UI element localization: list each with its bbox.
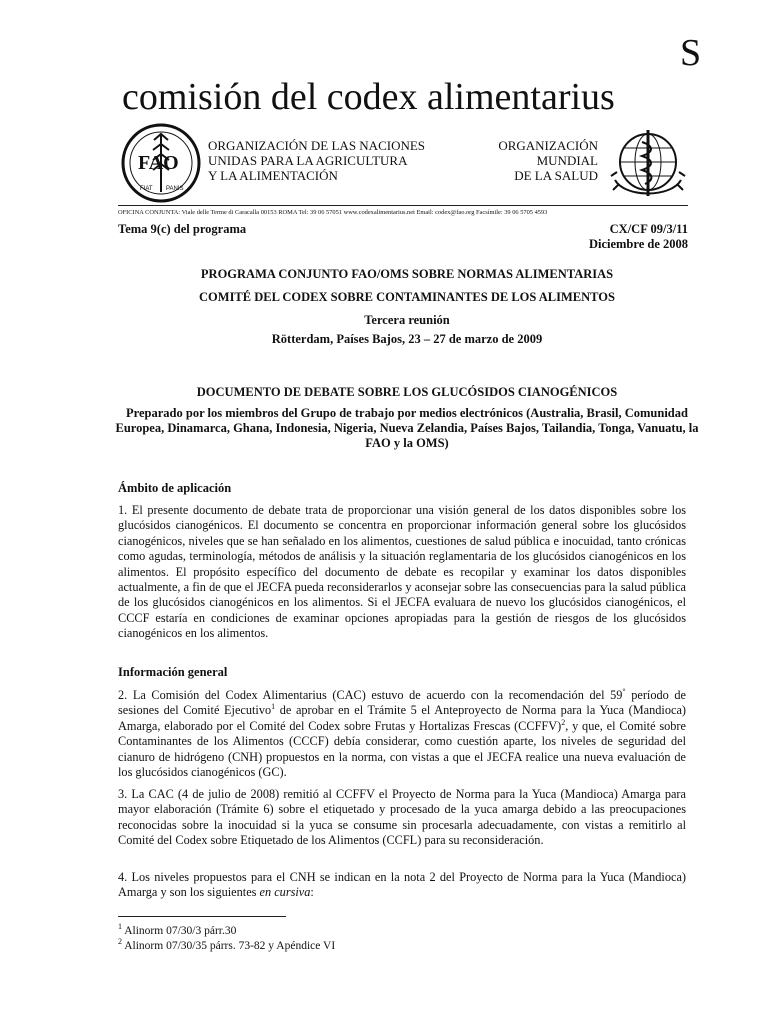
fao-motto-fiat: FIAT [140, 186, 153, 192]
header-divider [118, 205, 688, 206]
footnote-text: Alinorm 07/30/35 párrs. 73-82 y Apéndice VI [122, 940, 336, 952]
document-reference [589, 222, 688, 252]
footnote-ref-1[interactable]: 1 [271, 702, 276, 712]
footnote-1 [118, 922, 237, 938]
fao-name-line: Y LA ALIMENTACIÓN [208, 168, 338, 183]
p4-text: 4. Los niveles propuestos para el CNH se indican en la nota 2 del Proyecto de Norma para la Yuca (Mandioca) Amarga y son los siguientes [118, 870, 686, 900]
p2-text: período de sesiones del Comité Ejecutivo [118, 688, 687, 718]
paragraph-2 [118, 688, 686, 780]
background-heading: Información general [118, 665, 228, 679]
committee-title: COMITÉ DEL CODEX SOBRE CONTAMINANTES DE LOS ALIMENTOS [199, 290, 615, 304]
footnote-mark: 2 [118, 937, 122, 947]
office-address: OFICINA CONJUNTA: Viale delle Terme di Caracalla 00153 ROMA Tel: 39 06 57051 www.codexalimentarius.net Email: codex@fao.org Facsímile: 39 06 5705 4593 [118, 209, 548, 216]
fao-name-line: UNIDAS PARA LA AGRICULTURA [208, 153, 408, 168]
p4-text: : [310, 885, 314, 900]
who-name [498, 138, 598, 183]
paragraph-3: 3. La CAC (4 de julio de 2008) remitió al CCFFV el Proyecto de Norma para la Yuca (Mandioca) Amarga para mayor elaboración (Trámite 6) sobre el etiquetado y procesado de la yuca amarga debido a las preocupaciones reconocidas sobre la inocuidad si la yuca se consume sin procesarla adecuadamente, con vistas a remitirlo al Comité del Codex sobre Etiquetado de los Alimentos (CCFL) para su reconsideración. [118, 787, 686, 848]
venue-date: Rötterdam, Países Bajos, 23 – 27 de marzo de 2009 [271, 332, 543, 346]
paragraph-1: 1. El presente documento de debate trata de proporcionar una visión general de los datos disponibles sobre los glucósidos cianogénicos. El documento se concentra en proporcionar información general sobre los glucósidos cianogénicos, niveles que se han señalado en los alimentos, cuestiones de salud pública e inocuidad, tanto crónicas como agudas, terminología, métodos de análisis y la situación reglamentaria de los glucósidos cianogénicos en los alimentos. El propósito específico del documento de debate es recopilar y examinar los datos disponibles actualmente, a fin de que el JECFA pueda reconsiderarlos y aconsejar sobre las consecuencias para la salud pública de los glucósidos cianogénicos en los alimentos. Si el JECFA evaluara de nuevo los glucósidos cianogénicos, el CCCF estaría en condiciones de examinar opciones apropiadas para la gestión de riesgos de los glucósidos cianogénicos en los alimentos. [118, 503, 686, 641]
language-code: S [680, 32, 702, 74]
who-logo-icon [607, 124, 689, 206]
p4-italic: en cursiva [259, 885, 311, 900]
who-name-line: MUNDIAL [536, 153, 598, 168]
prepared-by: Preparado por los miembros del Grupo de trabajo por medios electrónicos (Australia, Brasil, Comunidad Europea, Dinamarca, Ghana, Indonesia, Nigeria, Nueva Zelandia, Países Bajos, Tailandia, Tonga, Vanuatu, la FAO y la OMS) [115, 406, 699, 450]
agenda-item: Tema 9(c) del programa [118, 222, 247, 236]
paragraph-4 [118, 870, 686, 901]
scope-heading: Ámbito de aplicación [118, 481, 232, 495]
p2-text: , y que, el Comité sobre Contaminantes de los Alimentos (CCCF) debía considerar, como cuestión aparte, los niveles de seguridad del cianuro de hidrógeno (CNH) propuestos en la norma, con vistas a que el JECFA realice una nueva evaluación de los glucósidos cianogénicos (GC). [118, 718, 686, 780]
programme-title: PROGRAMA CONJUNTO FAO/OMS SOBRE NORMAS ALIMENTARIAS [200, 267, 614, 281]
ordinal-mark: ° [622, 686, 626, 696]
who-name-line: ORGANIZACIÓN [498, 138, 598, 153]
p2-text: de aprobar en el Trámite 5 el Anteproyecto de Norma para la Yuca (Mandioca) Amarga, elaborado por el Comité del Codex sobre Frutas y Hortalizas Frescas (CCFFV) [118, 703, 686, 733]
footnote-mark: 1 [118, 922, 122, 932]
fao-motto-panis: PANIS [166, 186, 184, 192]
doc-ref-code: CX/CF 09/3/11 [609, 222, 688, 236]
p2-text: 2. La Comisión del Codex Alimentarius (CAC) estuvo de acuerdo con la recomendación del 59 [118, 688, 623, 702]
footnote-divider [118, 916, 286, 917]
document-title: DOCUMENTO DE DEBATE SOBRE LOS GLUCÓSIDOS CIANOGÉNICOS [196, 385, 618, 399]
doc-date: Diciembre de 2008 [588, 237, 688, 251]
session-title: Tercera reunión [364, 313, 450, 327]
fao-letter-f: FAO [138, 152, 179, 174]
footnote-2 [118, 937, 336, 953]
fao-logo-icon [120, 122, 202, 204]
footnote-text: Alinorm 07/30/3 párr.30 [122, 925, 237, 937]
who-name-line: DE LA SALUD [514, 168, 598, 183]
footnote-ref-2[interactable]: 2 [561, 717, 566, 727]
fao-name [208, 138, 425, 183]
fao-name-line: ORGANIZACIÓN DE LAS NACIONES [208, 138, 426, 153]
commission-title: comisión del codex alimentarius [122, 76, 615, 118]
